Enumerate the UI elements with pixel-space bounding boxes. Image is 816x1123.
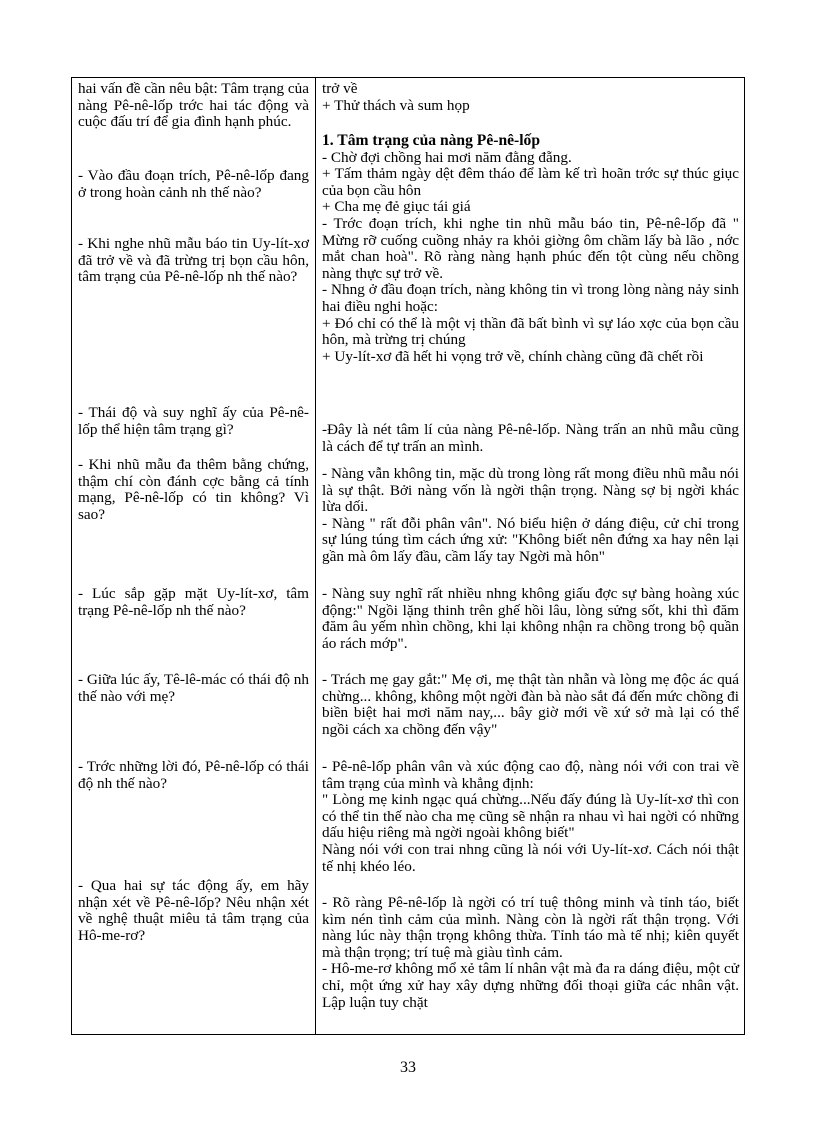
page-number: 33: [400, 1059, 416, 1076]
answer-cell: - Trách mẹ gay gắt:" Mẹ ơi, mẹ thật tàn nhẫn và lòng mẹ độc ác quá chừng... không, không một ngời đàn bà nào sắt đá đến mức chồng đi biền biệt hai mơi năm nay,... bây giờ mới về xứ sở mà lại có thể ngồi cách xa chồng đến vậy": [322, 671, 739, 738]
question-cell: - Giữa lúc ấy, Tê-lê-mác có thái độ nh thế nào với mẹ?: [78, 671, 309, 705]
answer-section-1: 1. Tâm trạng của nàng Pê-nê-lốp - Chờ đợi chồng hai mơi năm đằng đẵng. + Tấm thảm ngày dệt đêm tháo để làm kế trì hoãn trớc sự thúc giục của bọn cầu hôn + Cha mẹ đẻ giục tái giá - Trớc đoạn trích, khi nghe tin nhũ mẫu báo tin, Pê-nê-lốp đã " Mừng rỡ cuống cuồng nhảy ra khỏi giờng ôm chầm lấy bà lão , nớc mắt chan hoà". Rõ ràng nàng hạnh phúc đến tột cùng nếu chồng nàng thực sự trở về. - Nhng ở đầu đoạn trích, nàng không tin vì trong lòng nàng nảy sinh hai điều nghi hoặc: + Đó chỉ có thể là một vị thần đã bất bình vì sự láo xợc của bọn cầu hôn, mà trừng trị chúng + Uy-lít-xơ đã hết hi vọng trở về, chính chàng cũng đã chết rồi: [322, 132, 739, 365]
question-cell: - Trớc những lời đó, Pê-nê-lốp có thái độ nh thế nào?: [78, 758, 309, 792]
answer-cell: - Pê-nê-lốp phân vân và xúc động cao độ, nàng nói với con trai về tâm trạng của mình và khẳng định: " Lòng mẹ kinh ngạc quá chừng...Nếu đấy đúng là Uy-lít-xơ thì con có thể tin thế nào cha mẹ cũng sẽ nhận ra nhau vì hai ngời có những dấu hiệu riêng mà ngời ngoài không biết" Nàng nói với con trai nhng cũng là nói với Uy-lít-xơ. Cách nói thật tế nhị khéo léo.: [322, 758, 739, 875]
answer-cell: - Nàng vẫn không tin, mặc dù trong lòng rất mong điều nhũ mẫu nói là sự thật. Bởi nàng vốn là ngời thận trọng. Nàng sợ bị ngời khác lừa dối. - Nàng " rất đỗi phân vân". Nó biểu hiện ở dáng điệu, cử chỉ trong sự lúng túng tìm cách ứng xử: "Không biết nên đứng xa hay nên lại gần mà ôm lấy đầu, cầm lấy tay Ngời mà hôn": [322, 465, 739, 565]
question-cell: - Thái độ và suy nghĩ ấy của Pê-nê-lốp thể hiện tâm trạng gì?: [78, 404, 309, 438]
answer-intro: trở về + Thử thách và sum họp: [322, 80, 470, 114]
question-cell: - Vào đầu đoạn trích, Pê-nê-lốp đang ở trong hoàn cảnh nh thế nào?: [78, 167, 309, 201]
question-cell: hai vấn đề cần nêu bật: Tâm trạng của nàng Pê-nê-lốp trớc hai tác động và cuộc đấu trí để gia đình hạnh phúc.: [78, 80, 309, 131]
question-cell: - Khi nghe nhũ mẫu báo tin Uy-lít-xơ đã trở về và đã trừng trị bọn cầu hôn, tâm trạng của Pê-nê-lốp nh thế nào?: [78, 235, 309, 286]
answer-cell: - Nàng suy nghĩ rất nhiều nhng không giấu đợc sự bàng hoàng xúc động:" Ngồi lặng thinh trên ghế hồi lâu, lòng sửng sốt, khi thì đăm đăm âu yếm nhìn chồng, khi lại không nhận ra chồng trong bộ quần áo rách mớp".: [322, 585, 739, 652]
question-cell: - Khi nhũ mẫu đa thêm bằng chứng, thậm chí còn đánh cợc bằng cả tính mạng, Pê-nê-lốp có tin không? Vì sao?: [78, 456, 309, 523]
section-heading: 1. Tâm trạng của nàng Pê-nê-lốp: [322, 132, 541, 149]
lesson-table: [71, 77, 745, 1035]
question-column: [72, 78, 316, 1034]
question-cell: - Lúc sắp gặp mặt Uy-lít-xơ, tâm trạng Pê-nê-lốp nh thế nào?: [78, 585, 309, 619]
answer-column: [316, 78, 744, 1034]
answer-cell: - Rõ ràng Pê-nê-lốp là ngời có trí tuệ thông minh và tỉnh táo, biết kìm nén tình cảm của mình. Nàng còn là ngời rất thận trọng. Với nàng lúc này thận trọng không thừa. Tỉnh táo mà tế nhị; kiên quyết mà thận trọng; trí tuệ mà giàu tình cảm. - Hô-me-rơ không mổ xẻ tâm lí nhân vật mà đa ra dáng điệu, một cử chỉ, một ứng xử hay xây dựng những đối thoại giữa các nhân vật. Lập luận tuy chặt: [322, 894, 739, 1011]
answer-cell: -Đây là nét tâm lí của nàng Pê-nê-lốp. Nàng trấn an nhũ mẫu cũng là cách để tự trấn an mình.: [322, 421, 739, 455]
question-cell: - Qua hai sự tác động ấy, em hãy nhận xét về Pê-nê-lốp? Nêu nhận xét về nghệ thuật miêu tả tâm trạng của Hô-me-rơ?: [78, 877, 309, 944]
